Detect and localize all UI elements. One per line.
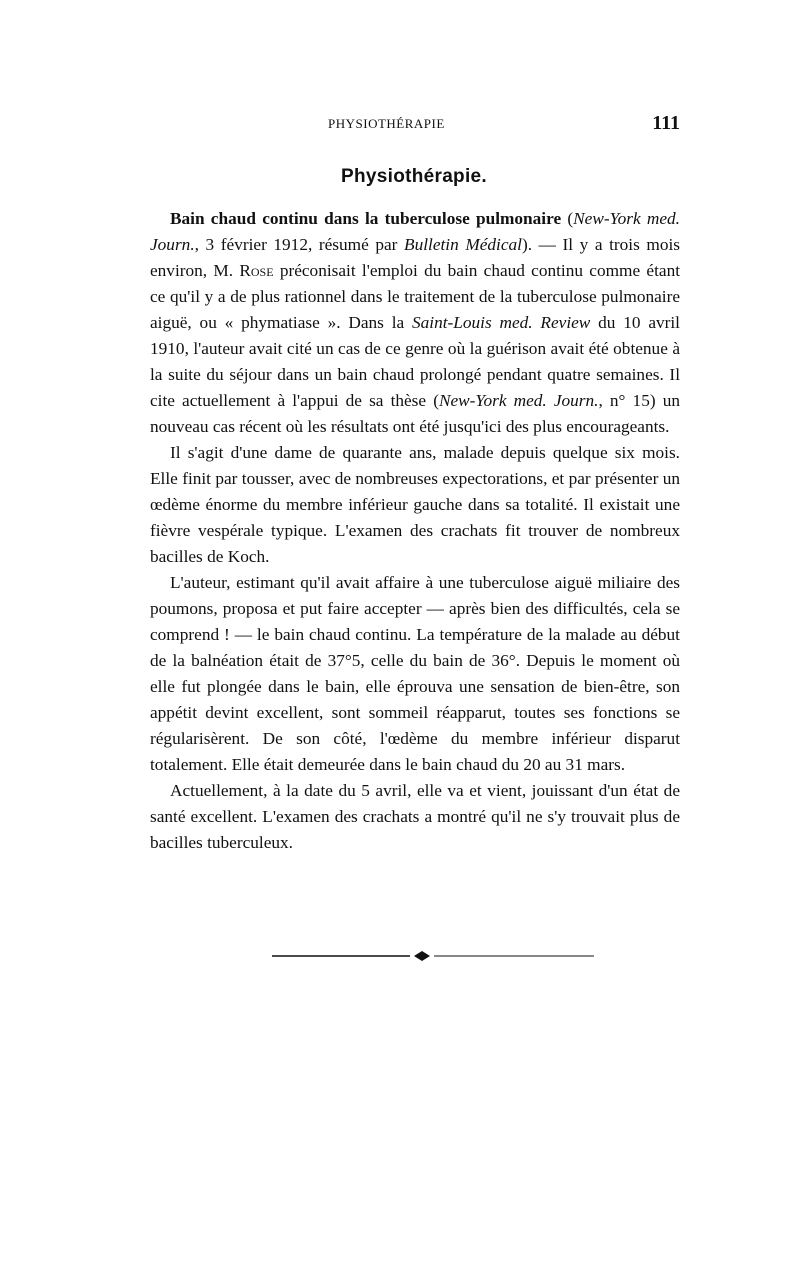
text-run: ( bbox=[561, 209, 574, 228]
paragraph-4: Actuellement, à la date du 5 avril, elle va et vient, jouissant d'un état de santé excellent. L'examen des crachats a montré qu'il ne s'y trouvait plus de bacilles tuberculeux. bbox=[150, 781, 680, 852]
ornament-diamond-icon bbox=[414, 951, 430, 961]
journal-citation: New-York med. Journ. bbox=[438, 391, 599, 410]
journal-citation: Saint-Louis med. Review bbox=[412, 313, 591, 332]
article-title: Physiothérapie. bbox=[341, 166, 487, 187]
section-end-ornament bbox=[272, 949, 594, 963]
journal-citation: Bulletin Médical bbox=[404, 235, 522, 254]
paragraph-1 bbox=[150, 206, 680, 440]
text-run: ). — Il y a trois mois environ, M. bbox=[150, 235, 681, 280]
section-heading: Bain chaud continu dans la tuberculose pulmonaire bbox=[170, 209, 562, 228]
page-number: 111 bbox=[652, 112, 680, 134]
author-name: Rose bbox=[239, 261, 274, 280]
paragraph-3: L'auteur, estimant qu'il avait affaire à une tuberculose aiguë miliaire des poumons, proposa et put faire accepter — après bien des difficultés, cela se comprend ! — le bain chaud continu. La température de la malade au début de la balnéation était de 37°5, celle du bain de 36°. Depuis le moment où elle fut plongée dans le bain, elle éprouva une sensation de bien-être, son appétit devint excellent, sont sommeil réapparut, toutes ses fonctions se régularisèrent. De son côté, l'œdème du membre inférieur disparut totalement. Elle était demeurée dans le bain chaud du 20 au 31 mars. bbox=[150, 573, 680, 774]
text-run: du 10 avril 1910, l'auteur avait cité un cas de ce genre où la guérison avait été obtenue à la suite du séjour dans un bain chaud prolongé pendant quatre semaines. Il cite actuellement à l'appui de sa thèse ( bbox=[150, 313, 680, 410]
text-run: , 3 février 1912, résumé par bbox=[194, 235, 405, 254]
journal-citation: New-York med. Journ. bbox=[150, 209, 681, 254]
running-title: PHYSIOTHÉRAPIE bbox=[328, 116, 445, 131]
running-head bbox=[148, 112, 680, 140]
paragraph-2: Il s'agit d'une dame de quarante ans, malade depuis quelque six mois. Elle finit par tousser, avec de nombreuses expectorations, et par présenter un œdème énorme du membre inférieur gauche dans sa totalité. Il existait une fièvre vespérale typique. L'examen des crachats fit trouver de nombreux bacilles de Koch. bbox=[150, 443, 680, 566]
text-run: préconisait l'emploi du bain chaud continu comme étant ce qu'il y a de plus rationnel dans le traitement de la tuberculose pulmonaire aiguë, ou « phymatiase ». Dans la bbox=[150, 261, 681, 332]
text-run: , n° 15) un nouveau cas récent où les résultats ont été jusqu'ici des plus encourageants. bbox=[150, 391, 680, 436]
article-body bbox=[150, 206, 680, 856]
